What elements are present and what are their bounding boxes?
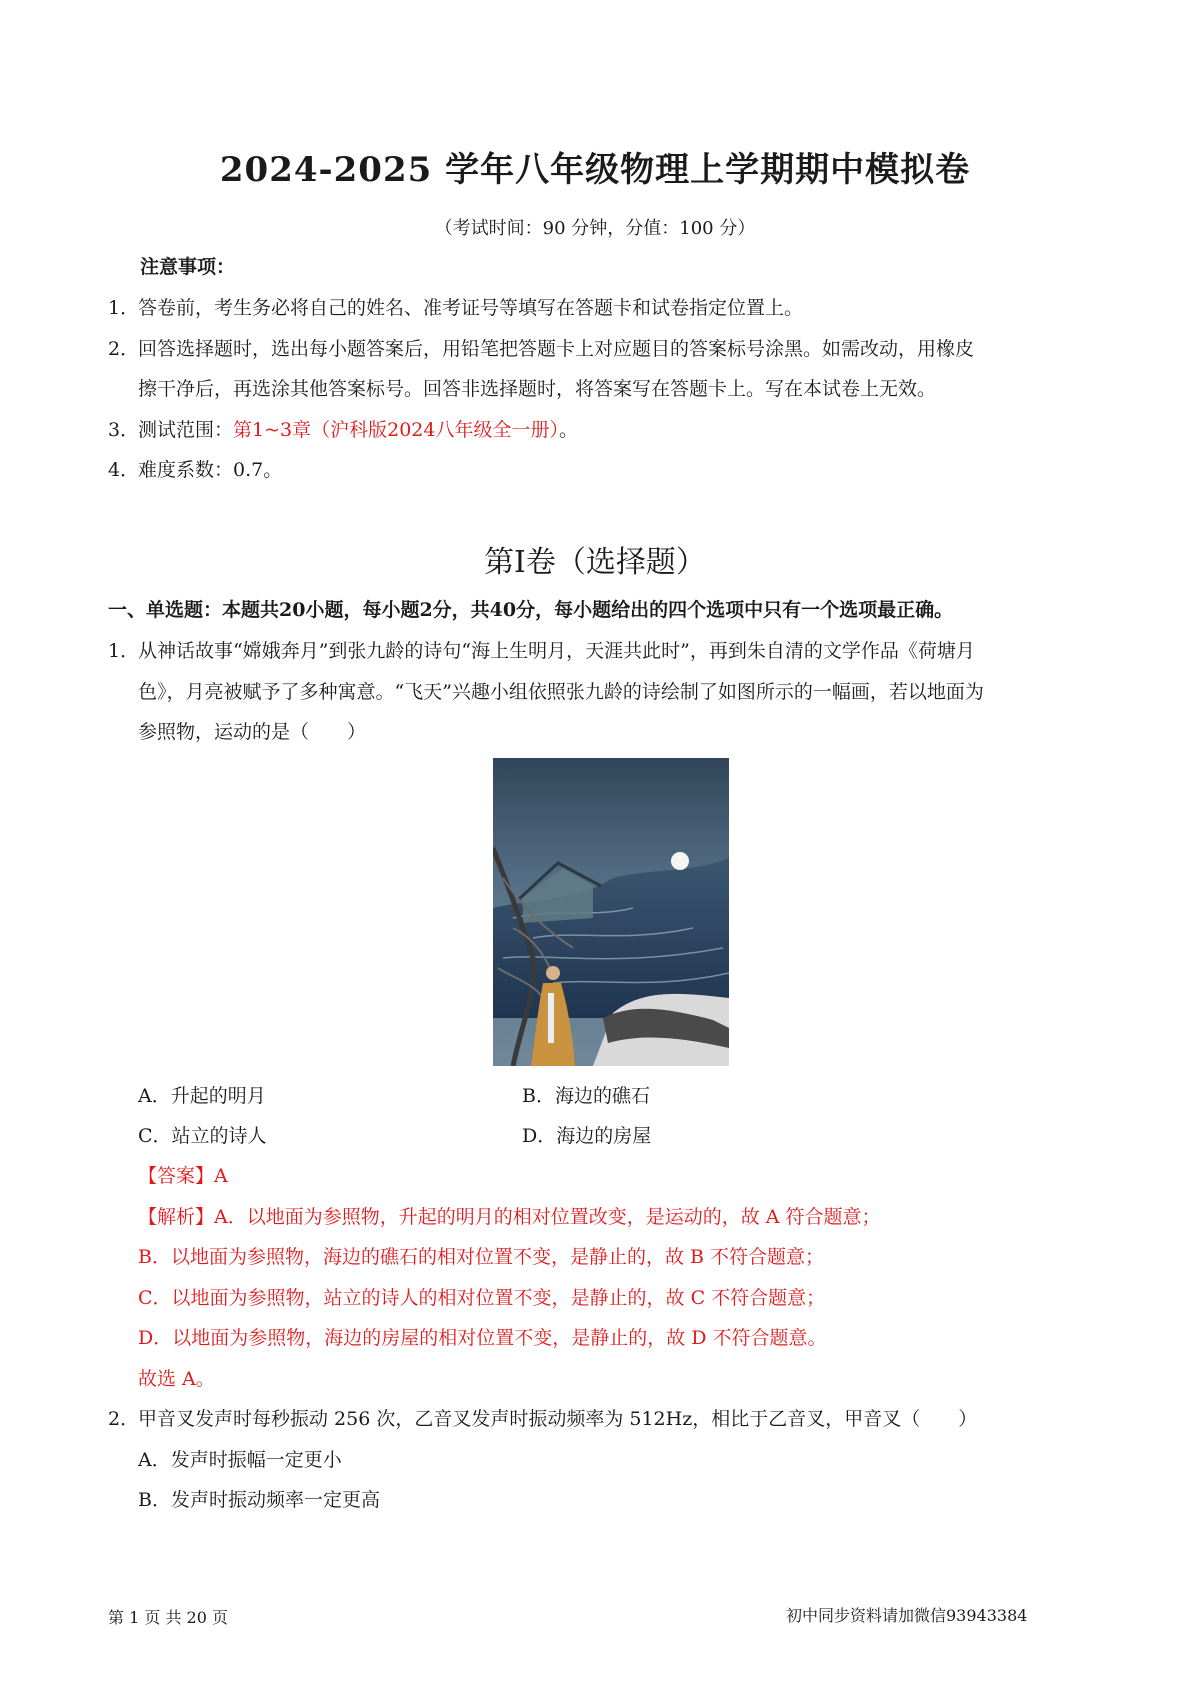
section-title: 第I卷（选择题） bbox=[484, 545, 706, 580]
notice-item-1 bbox=[108, 296, 803, 320]
notice-item-number: 4． bbox=[108, 459, 140, 481]
notice-item-4 bbox=[108, 458, 282, 482]
answer: 【答案】A bbox=[138, 1165, 228, 1187]
question-1-line-1 bbox=[108, 639, 975, 663]
question-1-line-2: 色》，月亮被赋予了多种寓意。“飞天”兴趣小组依照张九龄的诗绘制了如图所示的一幅画，若以地面为 bbox=[138, 681, 984, 703]
notice-heading: 注意事项： bbox=[140, 256, 236, 278]
page-number: 第 1 页 共 20 页 bbox=[108, 1608, 228, 1627]
page-title: 2024-2025 学年八年级物理上学期期中模拟卷 bbox=[219, 150, 971, 190]
option-a: A．升起的明月 bbox=[138, 1085, 266, 1107]
notice-item-suffix: 。 bbox=[558, 419, 578, 441]
moon bbox=[671, 852, 689, 870]
analysis-line-2: B．以地面为参照物，海边的礁石的相对位置不变，是静止的，故 B 不符合题意； bbox=[138, 1246, 825, 1268]
test-scope-highlight: 第1~3章（沪科版2024八年级全一册） bbox=[233, 419, 559, 441]
promo-text: 初中同步资料请加微信93943384 bbox=[786, 1606, 1028, 1625]
analysis-line-1: 【解析】A．以地面为参照物，升起的明月的相对位置改变，是运动的，故 A 符合题意； bbox=[138, 1206, 881, 1228]
analysis-conclusion: 故选 A。 bbox=[138, 1368, 215, 1390]
option-d: D．海边的房屋 bbox=[522, 1125, 652, 1147]
moon-poem-painting bbox=[493, 758, 729, 1066]
notice-item-2 bbox=[108, 337, 974, 361]
question-number: 2． bbox=[108, 1408, 140, 1430]
notice-item-number: 3． bbox=[108, 419, 140, 441]
notice-item-text: 测试范围： bbox=[138, 419, 234, 441]
analysis-line-4: D．以地面为参照物，海边的房屋的相对位置不变，是静止的，故 D 不符合题意。 bbox=[138, 1327, 827, 1349]
notice-item-number: 2． bbox=[108, 338, 140, 360]
exam-info: （考试时间：90 分钟，分值：100 分） bbox=[434, 218, 756, 239]
notice-item-text: 回答选择题时，选出每小题答案后，用铅笔把答题卡上对应题目的答案标号涂黑。如需改动，用橡皮 bbox=[138, 338, 975, 360]
analysis-line-3: C．以地面为参照物，站立的诗人的相对位置不变，是静止的，故 C 不符合题意； bbox=[138, 1287, 826, 1309]
question-number: 1． bbox=[108, 640, 140, 662]
notice-item-2-cont: 擦干净后，再选涂其他答案标号。回答非选择题时，将答案写在答题卡上。写在本试卷上无效。 bbox=[138, 378, 937, 400]
question-1-line-3: 参照物，运动的是（ ） bbox=[138, 721, 367, 743]
notice-item-text: 答卷前，考生务必将自己的姓名、准考证号等填写在答题卡和试卷指定位置上。 bbox=[138, 297, 804, 319]
notice-item-3 bbox=[108, 418, 578, 442]
question-2-option-a: A．发声时振幅一定更小 bbox=[138, 1449, 342, 1471]
poet-head bbox=[546, 966, 560, 980]
question-stem: 甲音叉发声时每秒振动 256 次，乙音叉发声时振动频率为 512Hz，相比于乙音叉，甲音叉（ ） bbox=[138, 1408, 978, 1430]
notice-item-text: 难度系数：0.7。 bbox=[138, 459, 283, 481]
section-instruction: 一、单选题：本题共20小题，每小题2分，共40分，每小题给出的四个选项中只有一个选项最正确。 bbox=[108, 599, 954, 621]
option-b: B．海边的礁石 bbox=[522, 1085, 650, 1107]
option-c: C．站立的诗人 bbox=[138, 1125, 267, 1147]
notice-item-number: 1． bbox=[108, 297, 140, 319]
question-2 bbox=[108, 1407, 977, 1431]
question-2-option-b: B．发声时振动频率一定更高 bbox=[138, 1489, 380, 1511]
question-stem: 从神话故事“嫦娥奔月”到张九龄的诗句“海上生明月，天涯共此时”，再到朱自清的文学作品《荷塘月 bbox=[138, 640, 975, 662]
